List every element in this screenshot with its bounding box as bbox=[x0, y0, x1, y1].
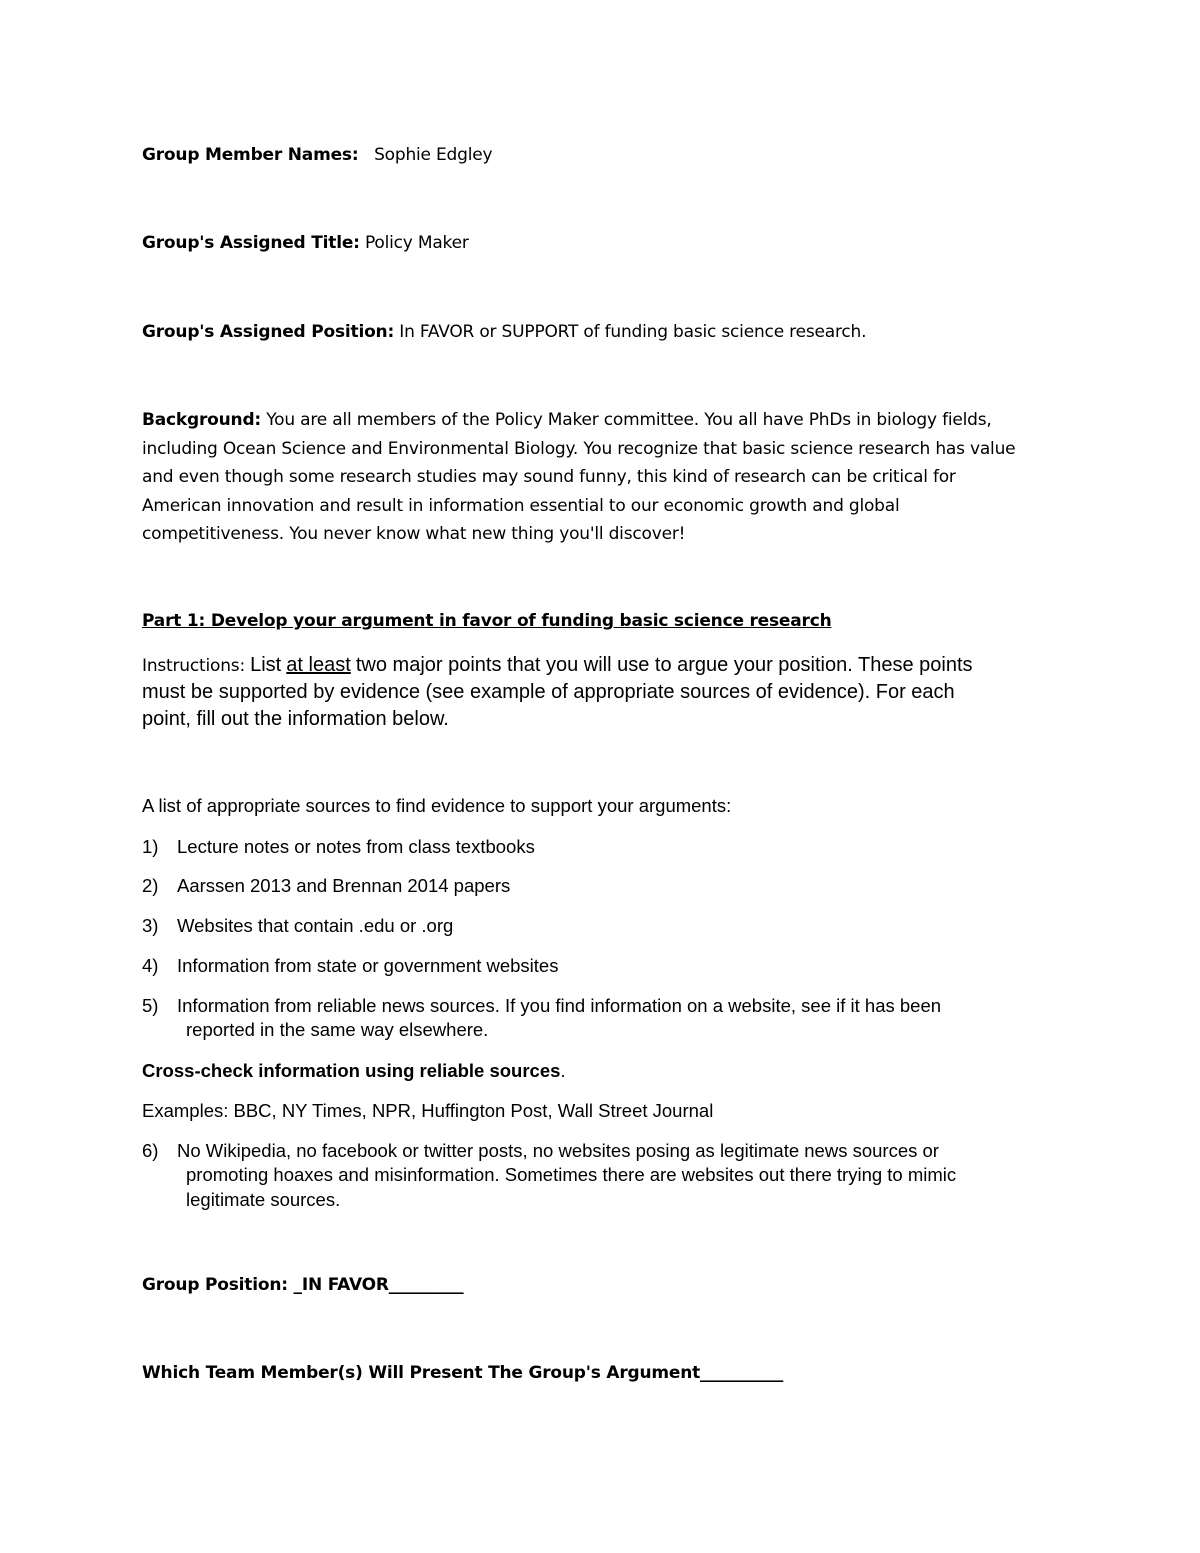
list-number: 6) bbox=[142, 1140, 159, 1161]
list-item: Information from state or government websites bbox=[177, 955, 559, 976]
list-item-continuation: reported in the same way elsewhere. bbox=[186, 1019, 489, 1040]
background-label: Background: bbox=[142, 410, 262, 430]
examples-line: Examples: BBC, NY Times, NPR, Huffington Post, Wall Street Journal bbox=[142, 1100, 714, 1121]
background-line-2: including Ocean Science and Environmental Biology. You recognize that basic science research has value bbox=[142, 439, 1016, 459]
list-item-continuation: promoting hoaxes and misinformation. Sometimes there are websites out there trying to mimic bbox=[186, 1164, 957, 1185]
group-member-names-value: Sophie Edgley bbox=[374, 145, 493, 165]
assigned-title-label: Group's Assigned Title: bbox=[142, 233, 360, 253]
instructions-line-1 bbox=[142, 654, 973, 677]
list-item: Information from reliable news sources. If you find information on a website, see if it has been bbox=[177, 995, 942, 1016]
list-item: Websites that contain .edu or .org bbox=[177, 915, 454, 936]
list-item: Lecture notes or notes from class textbooks bbox=[177, 836, 535, 857]
instructions-text-1b: two major points that you will use to argue your position. These points bbox=[355, 654, 973, 676]
crosscheck-line bbox=[142, 1060, 566, 1082]
sources-intro: A list of appropriate sources to find evidence to support your arguments: bbox=[142, 795, 732, 816]
assigned-position-label: Group's Assigned Position: bbox=[142, 322, 395, 342]
list-number: 3) bbox=[142, 915, 159, 936]
list-number: 4) bbox=[142, 955, 159, 976]
list-item: Aarssen 2013 and Brennan 2014 papers bbox=[177, 875, 511, 896]
list-number: 2) bbox=[142, 875, 159, 896]
background-line-4: American innovation and result in information essential to our economic growth and global bbox=[142, 496, 900, 516]
assigned-position-line bbox=[142, 322, 866, 342]
group-member-names-label: Group Member Names: bbox=[142, 145, 359, 165]
instructions-line-3: point, fill out the information below. bbox=[142, 708, 449, 730]
list-item-continuation: legitimate sources. bbox=[186, 1189, 341, 1210]
crosscheck-period: . bbox=[560, 1060, 566, 1081]
background-line-5: competitiveness. You never know what new thing you'll discover! bbox=[142, 524, 686, 544]
list-number: 1) bbox=[142, 836, 159, 857]
background-line-1 bbox=[142, 410, 992, 430]
background-text-1: You are all members of the Policy Maker committee. You all have PhDs in biology fields, bbox=[266, 410, 992, 430]
assigned-title-value: Policy Maker bbox=[364, 233, 469, 253]
list-number: 5) bbox=[142, 995, 159, 1016]
instructions-line-2: must be supported by evidence (see example of appropriate sources of evidence). For each bbox=[142, 681, 955, 703]
presenter-field: Which Team Member(s) Will Present The Group's Argument__________ bbox=[142, 1363, 784, 1383]
crosscheck-text: Cross-check information using reliable sources bbox=[142, 1060, 561, 1081]
background-line-3: and even though some research studies may sound funny, this kind of research can be critical for bbox=[142, 467, 956, 487]
assigned-position-value: In FAVOR or SUPPORT of funding basic science research. bbox=[399, 322, 867, 342]
group-member-names-line bbox=[142, 145, 492, 165]
assigned-title-line bbox=[142, 233, 469, 253]
part1-heading: Part 1: Develop your argument in favor of funding basic science research bbox=[142, 611, 832, 631]
instructions-label: Instructions: bbox=[142, 656, 245, 676]
list-item: No Wikipedia, no facebook or twitter posts, no websites posing as legitimate news sources or bbox=[177, 1140, 939, 1161]
group-position-field: Group Position: _IN FAVOR_________ bbox=[142, 1275, 464, 1295]
instructions-at-least: at least bbox=[286, 654, 351, 676]
instructions-text-1a: List bbox=[250, 654, 282, 676]
